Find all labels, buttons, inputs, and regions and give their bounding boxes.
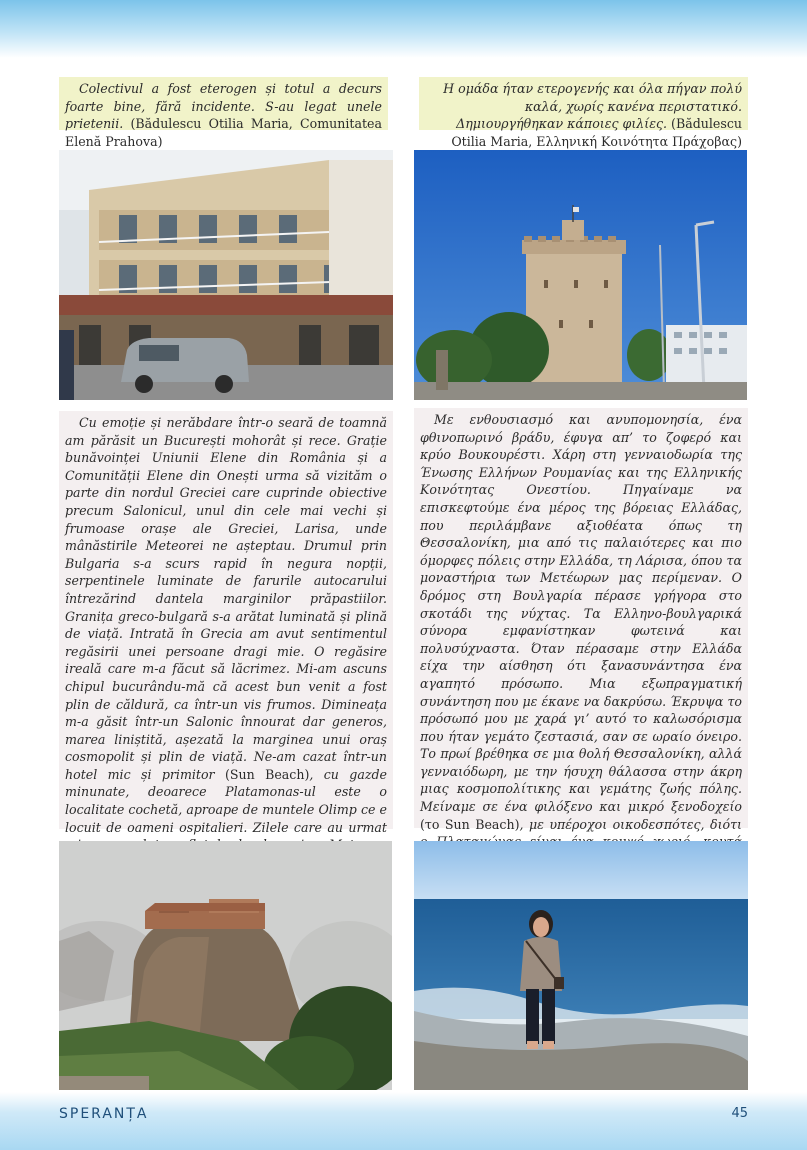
story-greek — [414, 408, 748, 832]
story-romanian — [59, 411, 393, 835]
photo-beach-woman — [414, 841, 748, 1090]
story-greek-text-continued: , με υπέροχοι οικοδεσπότες, διότι — [519, 816, 742, 832]
photo-white-tower — [414, 150, 747, 400]
top-header-band — [0, 0, 807, 58]
story-romanian-text: Cu emoție și nerăbdare într-o seară de toamnă am părăsit un București mohorât și rece. Grație bunăvoinței Uniunii Elene din România și a Comunității Elene din Onești urma să vizităm o parte din nordul Greciei care cuprinde obiective precum Salonicul, unul din cele mai vechi și frumoase orașe ale Greciei, Larisa, unde mânăstirile Meteorei ne așteptau. Drumul prin Bulgaria s-a scurs rapid în negura nopții, serpentinele luminate de farurile autocarului întrezărind dantela marginilor prăpastiilor. Granița greco-bulgară s-a arătat luminată și plină de viață. Intrată în Grecia am avut sentimentul regăsirii unei persoane dragi mie. O regăsire ireală care m-a făcut să lăcrimez. Mi-am ascuns chipul bucurându-mă că acest bun venit a fost plin de căldură, ca într-un vis frumos. Dimineața m-a găsit într-un Salonic înnourat dar generos, marea liniștită, așezată la marginea unui oraș cosmopolit și plin de viață. Ne-am cazat într-un hotel mic și primitor — [65, 415, 387, 782]
photo-meteora-monastery — [59, 841, 392, 1090]
quote-greek — [419, 77, 748, 149]
quote-romanian — [59, 77, 388, 149]
quote-romanian-author: (Bădulescu Otilia Maria, Comunitatea Elenă Prahova) — [65, 116, 382, 149]
story-romanian-hotel: (Sun Beach) — [214, 766, 310, 782]
magazine-title: SPERANȚA — [59, 1106, 149, 1122]
story-romanian-text-continued: , cu gazde minunate, deoarece Platamonas-ul este o localitate cochetă, aproape de muntele Olimp ce e locuit de oameni ospitalieri. Zilele care au urmat — [65, 766, 387, 835]
quote-greek-author: (Bădulescu Otilia Maria, Ελληνική Κοινότητα Πράχοβας) — [451, 116, 742, 149]
story-greek-text: Με ενθουσιασμό και ανυπομονησία, ένα φθινοπωρινό βράδυ, έφυγα απ’ το ζοφερό και κρύο Βουκουρέστι. Χάρη στη γενναιοδωρία της Ένωσης Ελλήνων Ρουμανίας και της Ελληνικής Κοινότητας Ονεστίου. Πηγαίναμε να επισκεφτούμε ένα μέρος της βόρειας Ελλάδας, που περιλάμβανε αξιοθέατα όπως τη Θεσσαλονίκη, μια από τις παλαιότερες και πιο όμορφες πόλεις στην Ελλάδα, τη Λάρισα, όπου τα μοναστήρια των Μετέωρων μας περίμεναν. Ο δρόμος στη Βουλγαρία πέρασε γρήγορα στο σκοτάδι της νύχτας. Τα Ελληνο-βουλγαρικά σύνορα εμφανίστηκαν φωτεινά και πολυσύχναστα. Όταν πέρασαμε στην Ελλάδα είχα την αίσθηση ότι ξανασυνάντησα ένα αγαπητό πρόσωπο. Μια εξωπραγματική συνάντηση που με έκανε να δακρύσω. Έκρυψα το πρόσωπό μου με χαρά γι’ αυτό το καλωσόρισμα που ήταν γεμάτο ζεστασιά, σαν σε ωραίο όνειρο. Το πρωί βρέθηκα σε μια θολή Θεσσαλονίκη, αλλά γενναιόδωρη, με την ήσυχη θάλασσα στην άκρη μιας κοσμοπολίτικης και γεμάτης ζωής πόλης. Μείναμε σε ένα φιλόξενο και μικρό ξενοδοχείο — [420, 412, 742, 815]
quote-romanian-text: Colectivul a fost eterogen și totul a decurs foarte bine, fără incidente. S-au legat unele prietenii. — [65, 81, 382, 132]
photo-hotel-building — [59, 150, 393, 400]
story-greek-hotel: (το Sun Beach) — [420, 816, 520, 832]
page-number: 45 — [731, 1106, 748, 1121]
quote-greek-text: Η ομάδα ήταν ετερογενής και όλα πήγαν πολύ καλά, χωρίς κανένα περιστατικό. Δημιουργήθηκαν κάποιες φιλίες. — [443, 81, 742, 132]
